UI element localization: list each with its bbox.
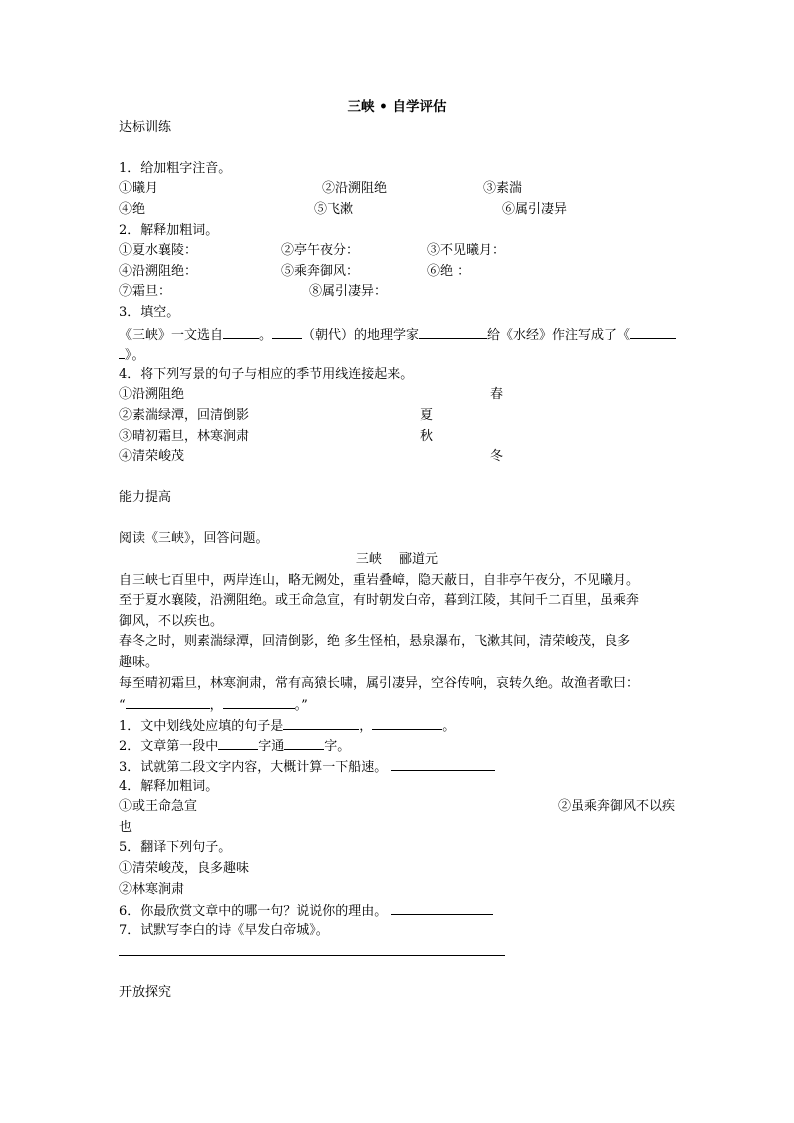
passage-line-4: 春冬之时，则素湍绿潭，回清倒影，绝 多生怪柏，悬泉瀑布，飞漱其间，清荣峻茂，良多 xyxy=(119,634,631,650)
question-4-row-4 xyxy=(119,447,675,468)
reading-question-1: 1．文中划线处应填的句子是 ， 。 xyxy=(119,715,675,736)
q4-sentence-2: ②素湍绿潭，回清倒影 xyxy=(119,407,250,423)
q1-item-4: ④绝 xyxy=(119,201,146,217)
reading-question-4-items xyxy=(119,797,675,818)
rq5-item-2: ②林寒涧肃 xyxy=(119,881,185,897)
fill-blank-rq6[interactable] xyxy=(391,900,493,915)
q2-item-6: ⑥绝 ： xyxy=(427,263,471,279)
q2-item-4: ④沿溯阻绝： xyxy=(119,263,198,279)
q4-season-summer: 夏 xyxy=(420,407,434,423)
fill-blank-song-2[interactable] xyxy=(223,694,295,709)
fill-blank-rq3[interactable] xyxy=(391,756,495,771)
rq4-item-1: ①或王命急宣 xyxy=(119,799,198,815)
q2-item-3: ③不见曦月： xyxy=(427,243,506,259)
fill-blank-book[interactable] xyxy=(630,324,676,339)
q4-season-winter: 冬 xyxy=(490,449,504,465)
q2-item-5: ⑤乘奔御风： xyxy=(281,263,360,279)
reading-question-3: 3．试就第二段文字内容，大概计算一下船速。 xyxy=(119,756,675,777)
rq5-item-1: ①清荣峻茂，良多趣味 xyxy=(119,860,250,876)
q1-item-2: ②沿溯阻绝 xyxy=(322,181,388,197)
question-4-row-1 xyxy=(119,385,675,406)
passage-line-5: 趣味。 xyxy=(119,655,159,671)
question-2-row-1 xyxy=(119,241,675,262)
q1-item-5: ⑤飞漱 xyxy=(314,201,354,217)
section-heading-ability: 能力提高 xyxy=(119,490,172,506)
fill-blank-geographer[interactable] xyxy=(419,324,487,339)
q2-item-8: ⑧属引凄异： xyxy=(309,284,388,300)
reading-question-5: 5．翻译下列句子。 xyxy=(119,840,232,856)
q4-season-spring: 春 xyxy=(490,387,504,403)
answer-line-rq7[interactable] xyxy=(119,941,675,962)
section-heading-practice: 达标训练 xyxy=(119,119,172,135)
question-3-line-2: 》。 xyxy=(119,344,675,365)
fill-blank-source[interactable] xyxy=(223,324,259,339)
q2-item-7: ⑦霜旦： xyxy=(119,284,172,300)
q4-sentence-4: ④清荣峻茂 xyxy=(119,449,185,465)
reading-question-2: 2．文章第一段中 字通 字。 xyxy=(119,735,675,756)
q2-item-2: ②亭午夜分： xyxy=(281,243,360,259)
question-1-label: 1．给加粗字注音。 xyxy=(119,160,232,176)
question-3-label: 3．填空。 xyxy=(119,304,180,320)
fill-blank-rq2-b[interactable] xyxy=(284,735,324,750)
reading-question-6: 6．你最欣赏文章中的哪一句？说说你的理由。 xyxy=(119,900,675,921)
question-4-label: 4．将下列写景的句子与相应的季节用线连接起来。 xyxy=(119,366,414,382)
page-title: 三峡 • 自学评估 xyxy=(347,99,447,115)
q4-season-autumn: 秋 xyxy=(420,428,434,444)
question-4-row-2 xyxy=(119,406,675,427)
question-1-row-1 xyxy=(119,179,675,200)
reading-question-7: 7．试默写李白的诗《早发白帝城》。 xyxy=(119,922,329,938)
fill-blank-song-1[interactable] xyxy=(126,694,210,709)
passage-line-3: 御风，不以疾也。 xyxy=(119,613,224,629)
passage-line-6: 每至晴初霜旦，林寒涧肃，常有高猿长啸，属引凄异，空谷传响，哀转久绝。故渔者歌曰： xyxy=(119,675,640,691)
question-1-row-2 xyxy=(119,200,675,221)
question-3-line-1: 《三峡》一文选自 。 （朝代）的地理学家 给《水经》作注写成了《 xyxy=(119,324,675,345)
question-2-label: 2．解释加粗词。 xyxy=(119,222,219,238)
q4-sentence-3: ③晴初霜旦，林寒涧肃 xyxy=(119,428,250,444)
q1-item-6: ⑥属引凄异 xyxy=(502,201,568,217)
q2-item-1: ①夏水襄陵： xyxy=(119,243,198,259)
passage-heading: 三峡 郦道元 xyxy=(355,552,439,568)
fill-blank-rq1-b[interactable] xyxy=(372,715,442,730)
passage-line-1: 自三峡七百里中，两岸连山，略无阙处，重岩叠嶂，隐天蔽日，自非亭午夜分，不见曦月。 xyxy=(119,572,640,588)
fill-blank-dynasty[interactable] xyxy=(272,324,302,339)
fill-blank-rq1-a[interactable] xyxy=(283,715,359,730)
q1-item-3: ③素湍 xyxy=(483,181,523,197)
q4-sentence-1: ①沿溯阻绝 xyxy=(119,387,185,403)
passage-line-2: 至于夏水襄陵，沿溯阻绝。或王命急宣，有时朝发白帝，暮到江陵，其间千二百里，虽乘奔 xyxy=(119,593,640,609)
q1-item-1: ①曦月 xyxy=(119,181,159,197)
fill-blank-rq2-a[interactable] xyxy=(218,735,258,750)
reading-question-4: 4．解释加粗词。 xyxy=(119,778,219,794)
passage-quote-blanks: “ ， 。” xyxy=(119,694,675,715)
question-2-row-2 xyxy=(119,262,675,283)
question-2-row-3 xyxy=(119,282,675,303)
section-heading-open-inquiry: 开放探究 xyxy=(119,984,172,1000)
rq4-item-2: ②虽乘奔御风不以疾 xyxy=(557,799,675,815)
reading-intro: 阅读《三峡》，回答问题。 xyxy=(119,531,269,547)
reading-question-4-wrap: 也 xyxy=(119,819,133,835)
document-page xyxy=(119,97,675,1003)
question-4-row-3 xyxy=(119,427,675,448)
